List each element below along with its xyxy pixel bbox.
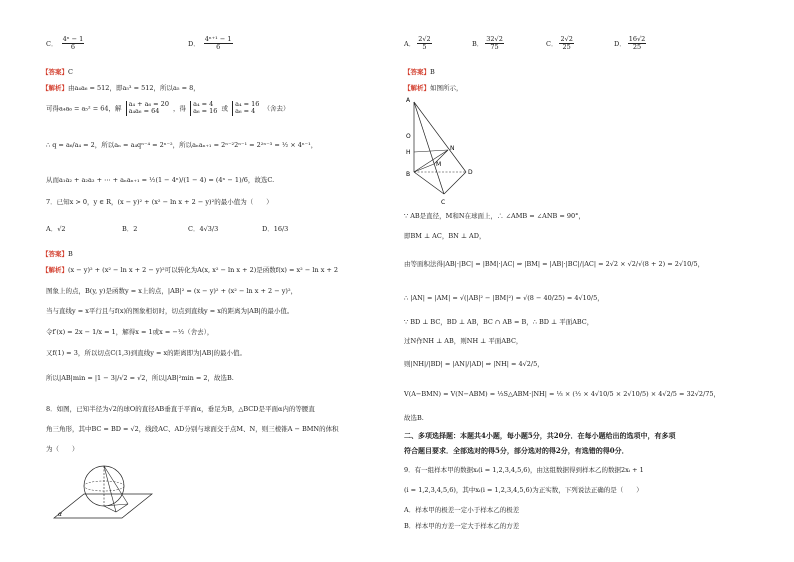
analysis-7-line6: 所以|AB|min = |1 − 3|/√2 = √2，所以|AB|²min = 2，故选B. xyxy=(46,374,234,382)
analysis-8-intro: 【解析】如图所示， xyxy=(404,84,463,92)
analysis-8-r6: 过N作NH ⊥ AB，则NH ⊥ 平面ABC， xyxy=(404,337,523,345)
option-c: C． $\frac{\text{4ⁿ − 1}}{6}$ xyxy=(46,35,84,52)
pyramid-figure xyxy=(404,94,484,206)
answer-8: 【答案】B xyxy=(404,68,435,76)
line-bd xyxy=(104,504,128,506)
analysis-8-r8: V(A−BMN) = V(N−ABM) = ⅓S△ABM·|NH| = ⅓ × (½ × 4√10/5 × 2√10/5) × 4√2/5 = 32√2/75， xyxy=(404,390,721,398)
q8-option-d: D． $\frac{16√2}{25}$ xyxy=(614,35,646,52)
q8-option-c: C． $\frac{2√2}{25}$ xyxy=(546,35,573,52)
label-o: O xyxy=(406,133,411,140)
system-2: a₄ = 4 a₆ = 16 xyxy=(190,101,217,116)
label-a: A xyxy=(406,97,411,104)
question-7: 7．已知x > 0，y ∈ R，(x − y)² + (x² − ln x + 2 − y)²的最小值为（ ） xyxy=(46,198,273,206)
label-b: B xyxy=(406,171,411,178)
option-d-fraction: $\frac{\text{4ⁿ⁺¹ − 1}}{6}$ xyxy=(204,35,232,52)
label-n: N xyxy=(450,145,455,152)
segment-hn xyxy=(414,150,448,152)
q7-option-b: B．2 xyxy=(122,225,138,233)
analysis-6-line1: 【解析】由a₄a₆ = 512，即a₅³ = 512，所以a₅ = 8， xyxy=(42,84,200,92)
analysis-8-r7: 则|NH|/|BD| = |AN|/|AD| ⇒ |NH| = 4√2/5， xyxy=(404,360,544,368)
option-c-fraction: $\frac{\text{4ⁿ − 1}}{6}$ xyxy=(62,35,84,52)
edge-cd xyxy=(444,172,466,194)
label-c: C xyxy=(441,199,446,206)
line-cd xyxy=(116,504,128,512)
sphere-equator xyxy=(84,481,124,491)
sphere xyxy=(84,466,124,506)
question-8-line2: 角三角形，其中BC = BD = √2，线段AC、AD分别与球面交于点M、N，则三棱锥A − BMN的体积 xyxy=(46,425,339,433)
analysis-8-r5: ∵ BD ⊥ BC，BD ⊥ AB，BC ∩ AB = B，∴ BD ⊥ 平面ABC， xyxy=(404,318,594,326)
analysis-7-line3: 当与直线y = x平行且与f(x)的图象相切时，切点到直线y = x的距离为|AB|的最小值。 xyxy=(46,307,294,315)
label-d: D xyxy=(468,169,473,176)
edge-ac xyxy=(414,102,444,194)
label-alpha: α xyxy=(58,511,62,518)
analysis-8-r3: 由等面积法得|AB|·|BC| = |BM|·|AC| ⇒ |BM| = |AB|·|BC|/|AC| = 2√2 × √2/√(8 + 2) = 2√10/5， xyxy=(404,260,705,268)
analysis-7-line5: 又f(1) = 3，所以切点C(1,3)到直线y = x的距离即为|AB|的最小值。 xyxy=(46,349,246,357)
q9-option-a: A．样本甲的极差一定小于样本乙的极差 xyxy=(404,506,520,514)
analysis-6-line4: 从而a₁a₂ + a₂a₃ + ⋯ + aₙaₙ₊₁ = ½(1 − 4ⁿ)/(1 − 4) = (4ⁿ − 1)/6，故选C. xyxy=(46,176,275,184)
sphere-figure xyxy=(44,456,154,524)
q7-option-c: C．4√3/3 xyxy=(188,225,219,233)
line-ad xyxy=(104,466,128,504)
q8-option-a: A． $\frac{2√2}{5}$ xyxy=(404,35,431,52)
q7-option-a: A．√2 xyxy=(46,225,66,233)
question-9-line2: (i = 1,2,3,4,5,6)，其中xᵢ(i = 1,2,3,4,5,6)为正实数，下列说法正确的是（ ） xyxy=(404,486,643,494)
question-8-line3: 为（ ） xyxy=(46,445,79,453)
analysis-7-line2: 图象上的点，B(y, y)是函数y = x上的点，|AB|² = (x − y)² + (x² − ln x + 2 − y)²， xyxy=(46,287,298,295)
q9-option-b: B．样本甲的方差一定大于样本乙的方差 xyxy=(404,522,520,530)
label-h: H xyxy=(406,149,411,156)
answer-7: 【答案】B xyxy=(42,250,73,258)
line-bc xyxy=(104,506,116,512)
section-2-line2: 符合题目要求．全部选对的得5分，部分选对的得2分，有选错的得0分． xyxy=(404,446,629,455)
analysis-8-r1: ∵ AB是直径，M和N在球面上，∴ ∠AMB = ∠ANB = 90°， xyxy=(404,212,585,220)
option-d: D． $\frac{\text{4ⁿ⁺¹ − 1}}{6}$ xyxy=(188,35,232,52)
analysis-8-r2: 即BM ⊥ AC，BN ⊥ AD， xyxy=(404,232,486,240)
section-2-line1: 二、多项选择题：本题共4小题，每小题5分，共20分．在每小题给出的选项中，有多项 xyxy=(404,431,676,440)
analysis-8-r9: 故选B. xyxy=(404,414,424,422)
analysis-6-line2: 可得a₄a₆ = a₅² = 64，解 a₄ + a₆ = 20 a₄a₆ = 64 ，得 a₄ = 4 a₆ = 16 或 a₄ = 16 a₆ = 4 （舍去） xyxy=(46,100,290,116)
question-9-line1: 9．有一组样本甲的数据xᵢ(i = 1,2,3,4,5,6)，由这组数据得到样本乙的数据2xᵢ + 1 xyxy=(404,466,644,474)
analysis-6-line3: ∴ q = a₆/a₄ = 2，所以aₙ = a₄qⁿ⁻⁴ = 2ⁿ⁻²，所以aₙaₙ₊₁ = 2ⁿ⁻²2ⁿ⁻¹ = 2²ⁿ⁻³ = ½ × 4ⁿ⁻¹， xyxy=(46,141,318,149)
label-m: M xyxy=(436,161,442,168)
edge-bc xyxy=(414,172,444,194)
q7-option-d: D．16/3 xyxy=(262,225,289,233)
analysis-8-r4: ∴ |AN| = |AM| = √(|AB|² − |BM|²) = √(8 − 40/25) = 4√10/5， xyxy=(404,294,604,302)
system-3: a₄ = 16 a₆ = 4 xyxy=(232,101,259,116)
q8-option-b: B． $\frac{32√2}{75}$ xyxy=(472,35,503,52)
analysis-7-line1: 【解析】(x − y)² + (x² − ln x + 2 − y)²可以转化为A(x, x² − ln x + 2)是函数f(x) = x² − ln x + 2 xyxy=(42,266,339,274)
analysis-7-line4: 令f′(x) = 2x − 1/x = 1，解得x = 1或x = −½（舍去）， xyxy=(46,328,214,336)
system-1: a₄ + a₆ = 20 a₄a₆ = 64 xyxy=(126,101,169,116)
question-8-line1: 8．如图，已知半径为√2的球O的直径AB垂直于平面α，垂足为B，△BCD是平面α内的等腰直 xyxy=(46,405,315,413)
answer-6: 【答案】C xyxy=(42,68,73,76)
